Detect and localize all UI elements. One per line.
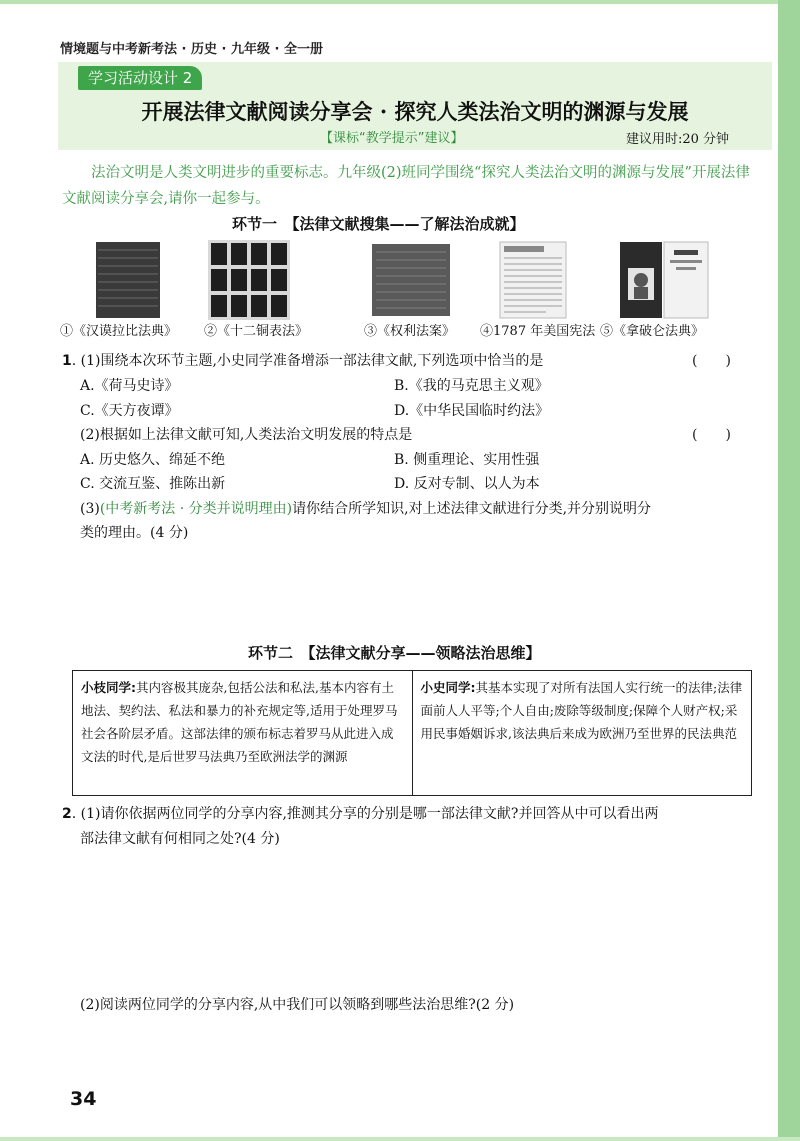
question-2-part-1: 2. (1)请你依据两位同学的分享内容,推测其分享的分别是哪一部法律文献?并回答从中可以看出两	[62, 806, 659, 822]
part-3-text: 请你结合所学知识,对上述法律文献进行分类,并分别说明分	[292, 501, 652, 517]
activity-intro: 法治文明是人类文明进步的重要标志。九年级(2)班同学围绕“探究人类法治文明的渊源与发展”开展法律文献阅读分享会,请你一起参与。	[62, 165, 750, 207]
option: D.《中华民国临时约法》	[394, 403, 550, 419]
book-title: 情境题与中考新考法 · 历史 · 九年级 · 全一册	[60, 42, 323, 57]
document-label: ④1787 年美国宪法	[480, 324, 596, 339]
us-constitution-image	[496, 240, 570, 320]
question-1-part-3	[80, 498, 651, 518]
question-2-part-1-cont: 部法律文献有何相同之处?(4 分)	[80, 831, 280, 847]
share-content: 其基本实现了对所有法国人实行统一的法律;法律面前人人平等;个人自由;废除等级制度;保障个人财产权;采用民事婚姻诉求,该法典后来成为欧洲乃至世界的民法典范	[420, 680, 743, 741]
bottom-border-strip	[0, 1137, 800, 1141]
question-number: 1	[62, 353, 72, 369]
document-label: ①《汉谟拉比法典》	[60, 324, 178, 339]
question-number: 2	[62, 806, 72, 822]
top-border-strip	[0, 0, 800, 4]
share-content: 其内容极其庞杂,包括公法和私法,基本内容有土地法、契约法、私法和暴力的补充规定等,适用于处理罗马社会各阶层矛盾。这部法律的颁布标志着罗马从此进入成文法的时代,是后世罗马法典乃至欧洲法学的渊源	[81, 680, 398, 764]
question-2-part-1-stem: (1)请你依据两位同学的分享内容,推测其分享的分别是哪一部法律文献?并回答从中可以看出两	[80, 806, 659, 822]
activity-tag: 学习活动设计 2	[78, 66, 202, 90]
page-number: 34	[70, 1088, 97, 1110]
question-2-part-2: (2)阅读两位同学的分享内容,从中我们可以领略到哪些法治思维?(2 分)	[80, 997, 515, 1013]
question-1-part-2: (2)根据如上法律文献可知,人类法治文明发展的特点是	[80, 427, 413, 443]
share-cell-left	[73, 671, 412, 795]
sharing-table	[72, 670, 752, 796]
section2-title: 环节二 【法律文献分享——领略法治思维】	[248, 644, 541, 662]
document-label: ⑤《拿破仑法典》	[600, 324, 705, 339]
curriculum-standard: 【课标“教学提示”建议】	[320, 131, 464, 146]
option: C.《天方夜谭》	[80, 403, 179, 419]
option: A.《荷马史诗》	[80, 378, 179, 394]
question-1-part-1-stem: (1)围绕本次环节主题,小史同学准备增添一部法律文献,下列选项中恰当的是	[80, 353, 544, 369]
document-label: ②《十二铜表法》	[204, 324, 309, 339]
suggested-time: 建议用时:20 分钟	[626, 132, 730, 147]
new-exam-tag: (中考新考法 · 分类并说明理由)	[99, 501, 293, 517]
document-label: ③《权利法案》	[364, 324, 456, 339]
option: A. 历史悠久、绵延不绝	[80, 452, 226, 468]
activity-title: 开展法律文献阅读分享会 · 探究人类法治文明的渊源与发展	[141, 99, 689, 124]
napoleonic-code-image	[618, 240, 710, 320]
option: B.《我的马克思主义观》	[394, 378, 549, 394]
bill-of-rights-image	[370, 240, 452, 320]
option: B. 侧重理论、实用性强	[394, 452, 540, 468]
student-name: 小枝同学:	[81, 680, 136, 695]
twelve-tables-image	[208, 240, 290, 320]
section1-title: 环节一 【法律文献搜集——了解法治成就】	[232, 215, 525, 233]
part-prefix: (3)	[80, 501, 100, 517]
option: D. 反对专制、以人为本	[394, 476, 540, 492]
option: C. 交流互鉴、推陈出新	[80, 476, 226, 492]
right-margin-strip	[778, 0, 800, 1141]
question-1-part-1: 1. (1)围绕本次环节主题,小史同学准备增添一部法律文献,下列选项中恰当的是	[62, 353, 544, 369]
student-name: 小史同学:	[420, 680, 476, 695]
share-cell-right	[412, 671, 752, 795]
question-1-part-3-cont: 类的理由。(4 分)	[80, 525, 189, 541]
hammurabi-code-image	[92, 240, 164, 320]
answer-bracket: ( )	[692, 427, 731, 443]
answer-bracket: ( )	[692, 353, 731, 369]
